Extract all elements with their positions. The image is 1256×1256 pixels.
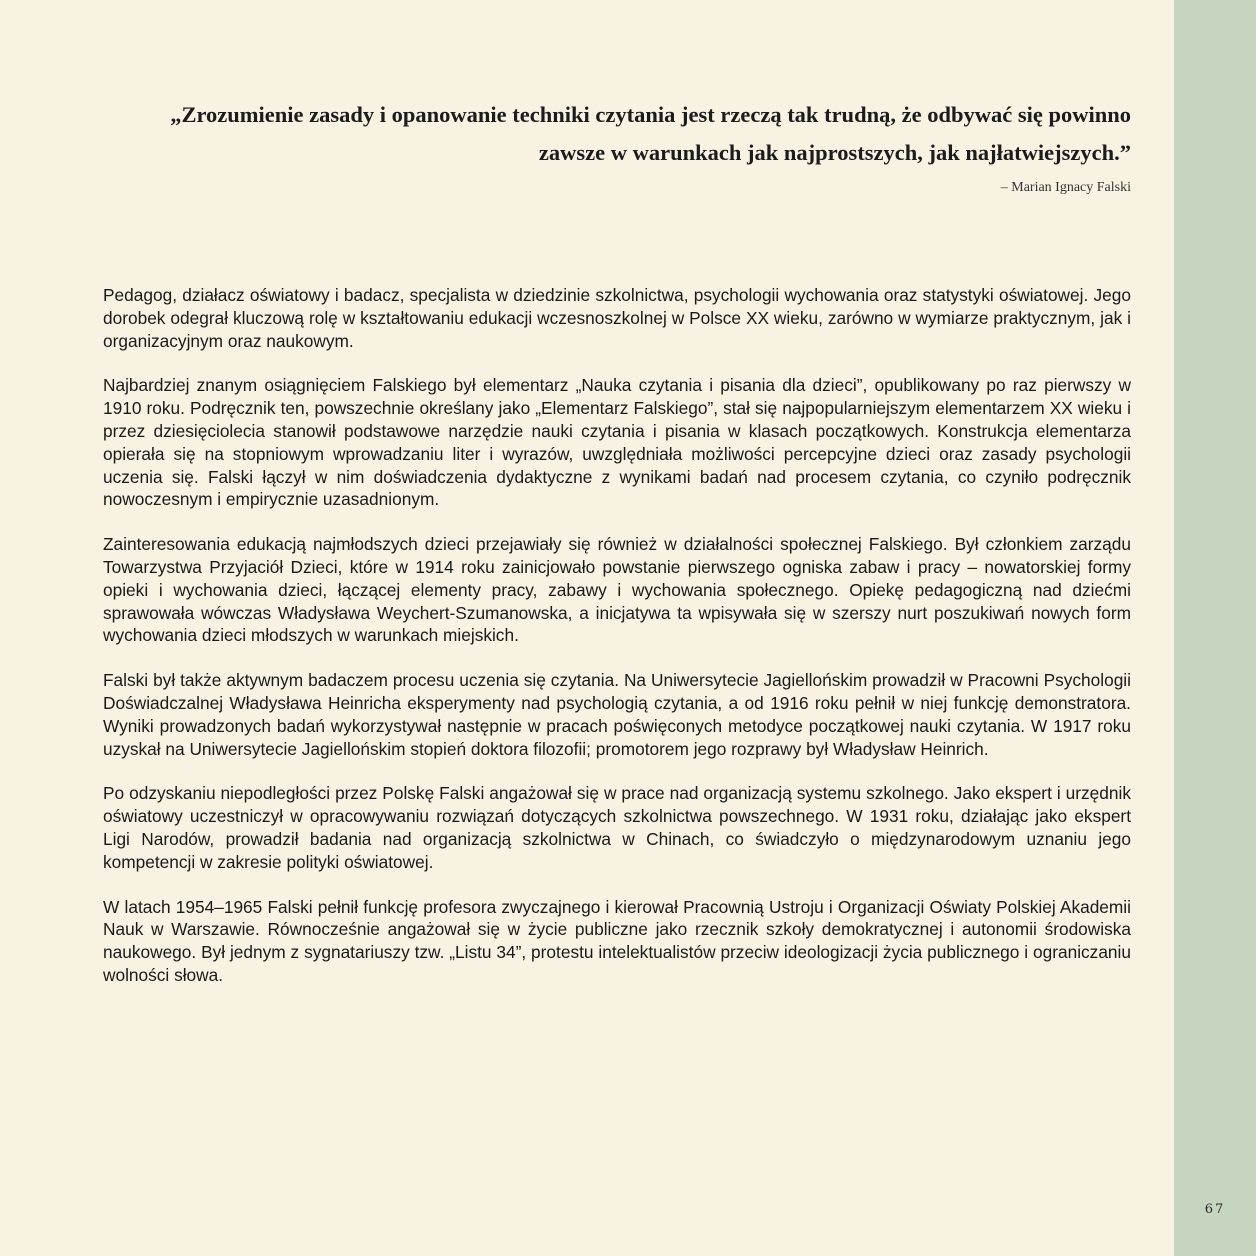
paragraph: Pedagog, działacz oświatowy i badacz, specjalista w dziedzinie szkolnictwa, psychologii wychowania oraz statystyki oświatowej. Jego dorobek odegrał kluczową rolę w kształtowaniu edukacji wczesnoszkolnej w Polsce XX wieku, zarówno w wymiarze praktycznym, jak i organizacyjnym oraz naukowym. [103, 285, 1131, 351]
epigraph-quote: „Zrozumienie zasady i opanowanie techniki czytania jest rzeczą tak trudną, że odbywać się powinno zawsze w warunkach jak najprostszych, jak najłatwiejszych.” [170, 102, 1131, 165]
paragraph: Zainteresowania edukacją najmłodszych dzieci przejawiały się również w działalności społecznej Falskiego. Był członkiem zarządu Towarzystwa Przyjaciół Dzieci, które w 1914 roku zainicjowało powstanie pierwszego ogniska zabaw i pracy – nowatorskiej formy opieki i wychowania dzieci, łączącej elementy pracy, zabawy i wychowania społecznego. Opiekę pedagogiczną nad dziećmi sprawowała wówczas Władysława Weychert-Szumanowska, a inicjatywa ta wpisywała się w szerszy nurt poszukiwań nowych form wychowania dzieci młodszych w warunkach miejskich. [103, 534, 1131, 646]
epigraph-attribution: – Marian Ignacy Falski [1000, 180, 1131, 195]
paragraph: W latach 1954–1965 Falski pełnił funkcję profesora zwyczajnego i kierował Pracownią Ustroju i Organizacji Oświaty Polskiej Akademii Nauk w Warszawie. Równocześnie angażował się w życie publiczne jako rzecznik szkoły demokratycznej i autonomii środowiska naukowego. Był jednym z sygnatariuszy tzw. „Listu 34”, protestu intelektualistów przeciw ideologizacji życia publicznego i ograniczaniu wolności słowa. [103, 896, 1131, 985]
side-margin-band [1174, 0, 1256, 1256]
paragraph: Najbardziej znanym osiągnięciem Falskiego był elementarz „Nauka czytania i pisania dla dzieci”, opublikowany po raz pierwszy w 1910 roku. Podręcznik ten, powszechnie określany jako „Elementarz Falskiego”, stał się najpopularniejszym elementarzem XX wieku i przez dziesięciolecia stanowił podstawowe narzędzie nauki czytania i pisania w klasach początkowych. Konstrukcja elementarza opierała się na stopniowym wprowadzaniu liter i wyrazów, uwzględniała możliwości percepcyjne dzieci oraz zasady psychologii uczenia się. Falski łączył w nim doświadczenia dydaktyczne z wynikami badań nad procesem czytania, co czyniło podręcznik nowoczesnym i empirycznie uzasadnionym. [103, 375, 1131, 510]
paragraph: Po odzyskaniu niepodległości przez Polskę Falski angażował się w prace nad organizacją systemu szkolnego. Jako ekspert i urzędnik oświatowy uczestniczył w opracowywaniu rozwiązań dotyczących szkolnictwa powszechnego. W 1931 roku, działając jako ekspert Ligi Narodów, prowadził badania nad organizacją szkolnictwa w Chinach, co świadczyło o międzynarodowym uznaniu jego kompetencji w zakresie polityki oświatowej. [103, 783, 1131, 872]
paragraph: Falski był także aktywnym badaczem procesu uczenia się czytania. Na Uniwersytecie Jagiellońskim prowadził w Pracowni Psychologii Doświadczalnej Władysława Heinricha eksperymenty nad psychologią czytania, a od 1916 roku pełnił w niej funkcję demonstratora. Wyniki prowadzonych badań wykorzystywał następnie w pracach poświęconych metodyce początkowej nauki czytania. W 1917 roku uzyskał na Uniwersytecie Jagiellońskim stopień doktora filozofii; promotorem jego rozprawy był Władysław Heinrich. [103, 670, 1131, 759]
article-body [103, 284, 1131, 1009]
page-number: 67 [1204, 1202, 1226, 1217]
epigraph [100, 96, 1131, 196]
